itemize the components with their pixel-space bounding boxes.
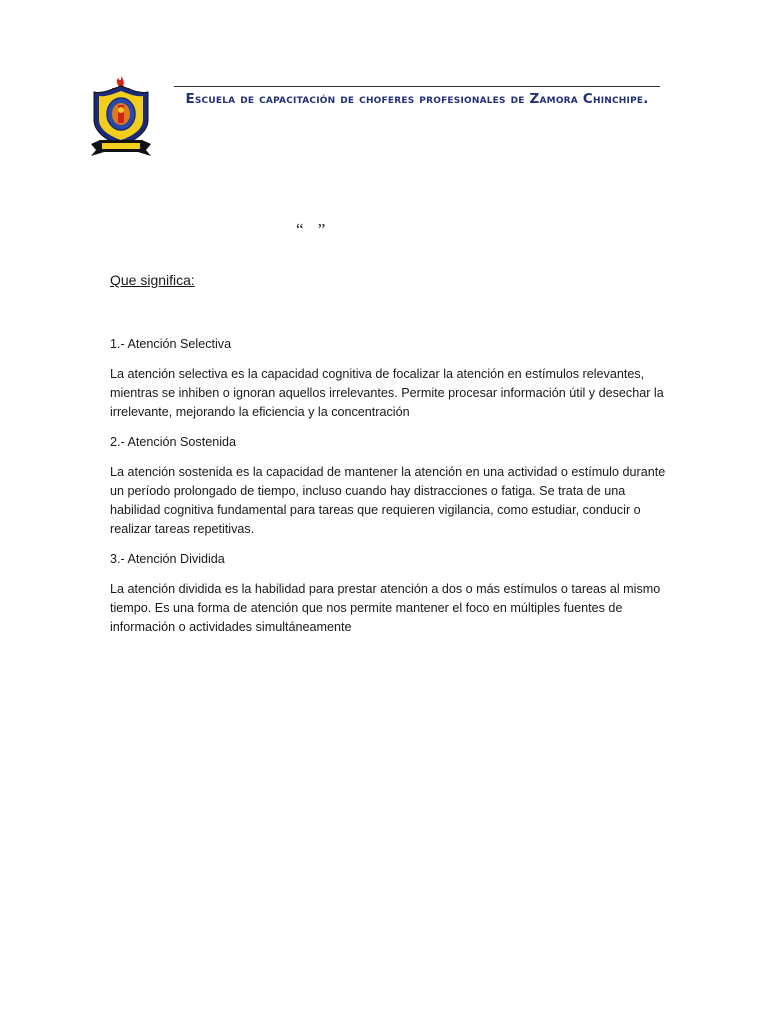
item-text-sostenida: La atención sostenida es la capacidad de mantener la atención en una actividad o estímulo durante un período prolongado de tiempo, incluso cuando hay distracciones o fatiga. Se trata de una habilidad cognitiva fundamental para tareas que requieren vigilancia, como estudiar, conducir o realizar tareas repetitivas. (110, 465, 666, 536)
content-body (110, 335, 666, 648)
school-crest-logo (88, 74, 154, 158)
header-rule (174, 86, 660, 87)
item-title-dividida: 3.- Atención Dividida (110, 552, 225, 566)
item-text-selectiva: La atención selectiva es la capacidad cognitiva de focalizar la atención en estímulos relevantes, mientras se inhiben o ignoran aquellos irrelevantes. Permite procesar información útil y desechar la irrelevante, mejorando la eficiencia y la concentración (110, 367, 664, 419)
school-title: Escuela de capacitación de choferes profesionales de Zamora Chinchipe. (185, 91, 649, 107)
section-heading: Que significa: (110, 272, 195, 288)
item-title-selectiva: 1.- Atención Selectiva (110, 337, 232, 351)
quote-marks: “ ” (296, 220, 326, 239)
item-text-dividida: La atención dividida es la habilidad para prestar atención a dos o más estímulos o tareas al mismo tiempo. Es una forma de atención que nos permite mantener el foco en múltiples fuentes de información o actividades simultáneamente (110, 582, 661, 634)
item-title-sostenida: 2.- Atención Sostenida (110, 435, 237, 449)
